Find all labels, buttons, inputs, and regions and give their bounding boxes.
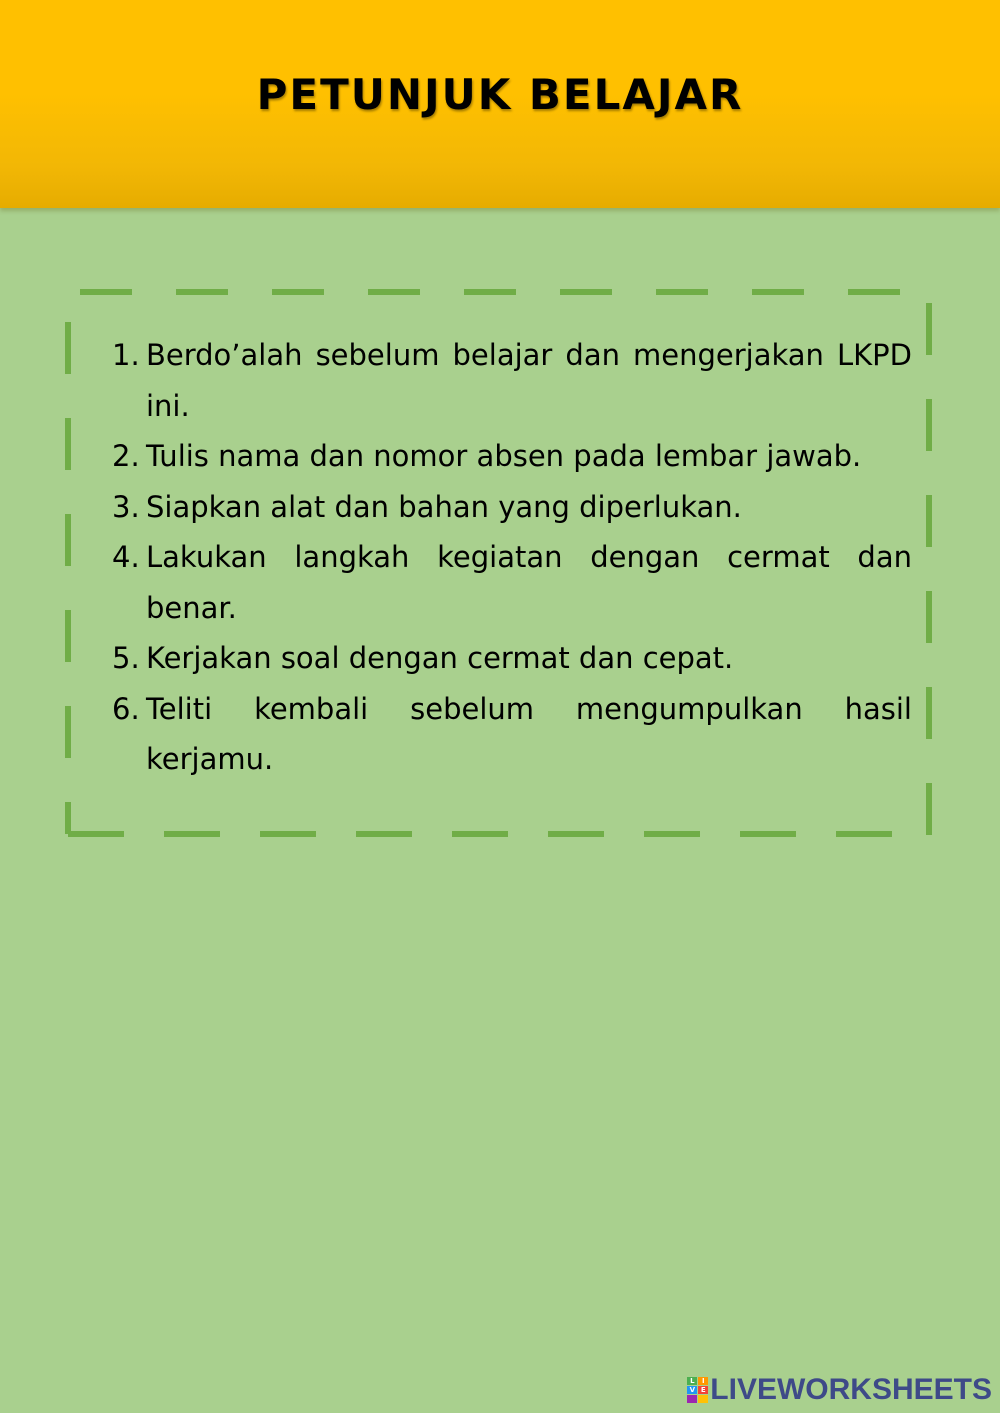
page-title: PETUNJUK BELAJAR [256, 70, 744, 119]
logo-tile-e: E [698, 1386, 708, 1394]
liveworksheets-watermark[interactable] [687, 1373, 992, 1407]
list-item [112, 482, 912, 533]
list-item-text: Lakukan langkah kegiatan dengan cermat dan benar. [146, 540, 912, 625]
list-item-text: Siapkan alat dan bahan yang diperlukan. [146, 489, 742, 524]
logo-tile-blank [687, 1395, 697, 1403]
list-item-number: 2. [112, 439, 140, 473]
header-banner [0, 0, 1000, 208]
list-item [112, 330, 912, 431]
list-item-number: 5. [112, 641, 140, 675]
list-item-number: 4. [112, 540, 140, 574]
instruction-list [112, 330, 912, 785]
watermark-text: LIVEWORKSHEETS [710, 1373, 992, 1406]
list-item-text: Kerjakan soal dengan cermat dan cepat. [146, 641, 734, 675]
list-item [112, 684, 912, 785]
list-item-text: Berdo’alah sebelum belajar dan mengerjakan LKPD ini. [146, 338, 912, 423]
list-item [112, 532, 912, 633]
logo-tile-blank [698, 1395, 708, 1403]
logo-tile-v: V [687, 1386, 697, 1394]
list-item [112, 633, 912, 684]
logo-tile-l: L [687, 1377, 697, 1385]
list-item-number: 1. [112, 338, 140, 372]
logo-tile-i: I [698, 1377, 708, 1385]
list-item-number: 3. [112, 489, 140, 524]
list-item-text: Tulis nama dan nomor absen pada lembar jawab. [146, 439, 862, 473]
list-item [112, 431, 912, 482]
list-item-number: 6. [112, 691, 140, 726]
liveworksheets-logo-icon [687, 1377, 708, 1403]
list-item-text: Teliti kembali sebelum mengumpulkan hasil kerjamu. [146, 691, 912, 776]
